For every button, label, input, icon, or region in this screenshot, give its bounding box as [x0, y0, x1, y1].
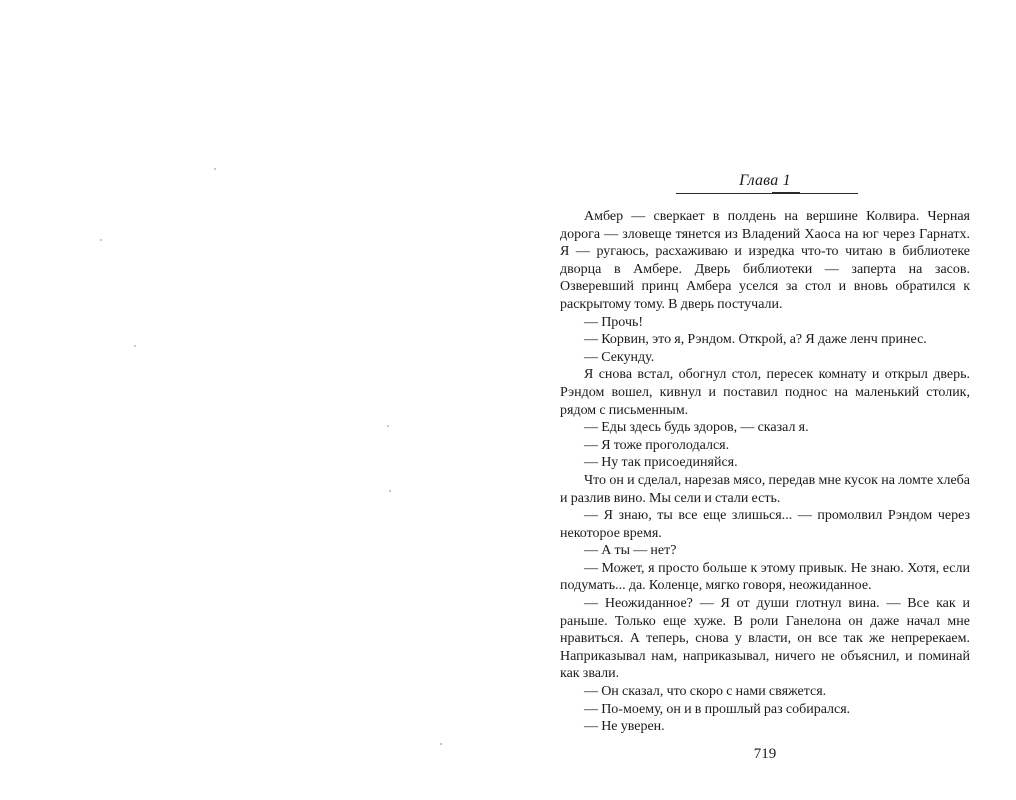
paragraph: — Еды здесь будь здоров, — сказал я. — [584, 420, 809, 436]
paper-speck — [389, 490, 391, 492]
paragraph: — Прочь! — [584, 314, 644, 330]
paragraph: Что он и сделал, нарезав мясо, передав мне кусок на ломте хлеба и разлив вино. Мы сели и стали есть. — [560, 472, 970, 506]
paper-speck — [387, 425, 389, 427]
paragraph: — Корвин, это я, Рэндом. Открой, а? Я даже ленч принес. — [584, 332, 927, 348]
paragraph: — Он сказал, что скоро с нами свяжется. — [584, 684, 827, 700]
paragraph: — Я тоже проголодался. — [584, 437, 730, 453]
paragraph: — По-моему, он и в прошлый раз собирался. — [584, 701, 851, 717]
paragraph: — Неожиданное? — Я от души глотнул вина. — Все как и раньше. Только еще хуже. В роли Ганелона он даже начал мне нравиться. А теперь, снова у власти, он все так же непререкаем. Наприказывал нам, наприказывал, ничего не объяснил, и поминай как звали. — [560, 596, 970, 682]
chapter-title-rule — [676, 193, 858, 194]
paragraph: Амбер — сверкает в полдень на вершине Колвира. Черная дорога — зловеще тянется из Владений Хаоса на юг через Гарнатх. Я — ругаюсь, расхаживаю и изредка что-то читаю в библиотеке дворца в Амбере. Дверь библиотеки — заперта на засов. Озверевший принц Амбера уселся за стол и вновь обратился к раскрытому тому. В дверь постучали. — [560, 209, 970, 312]
paragraph: Я снова встал, обогнул стол, пересек комнату и открыл дверь. Рэндом вошел, кивнул и поставил поднос на маленький столик, рядом с письменным. — [560, 367, 970, 418]
right-page — [560, 0, 970, 800]
paragraph: — Не уверен. — [584, 719, 665, 735]
page-number: 719 — [753, 746, 777, 762]
paper-speck — [134, 345, 136, 347]
paragraph: — Может, я просто больше к этому привык. Не знаю. Хотя, если подумать... да. Коленце, мягко говоря, неожиданное. — [560, 560, 970, 594]
paragraph: — Секунду. — [584, 349, 655, 365]
chapter-title: Глава 1 — [739, 172, 791, 189]
paragraph: — Ну так присоединяйся. — [584, 455, 738, 471]
paper-speck — [100, 239, 102, 241]
paper-speck — [440, 743, 442, 745]
paragraph: — А ты — нет? — [584, 543, 677, 559]
paragraph: — Я знаю, ты все еще злишься... — промолвил Рэндом через некоторое время. — [560, 508, 970, 541]
paper-speck — [214, 168, 216, 170]
body-text — [560, 208, 970, 736]
